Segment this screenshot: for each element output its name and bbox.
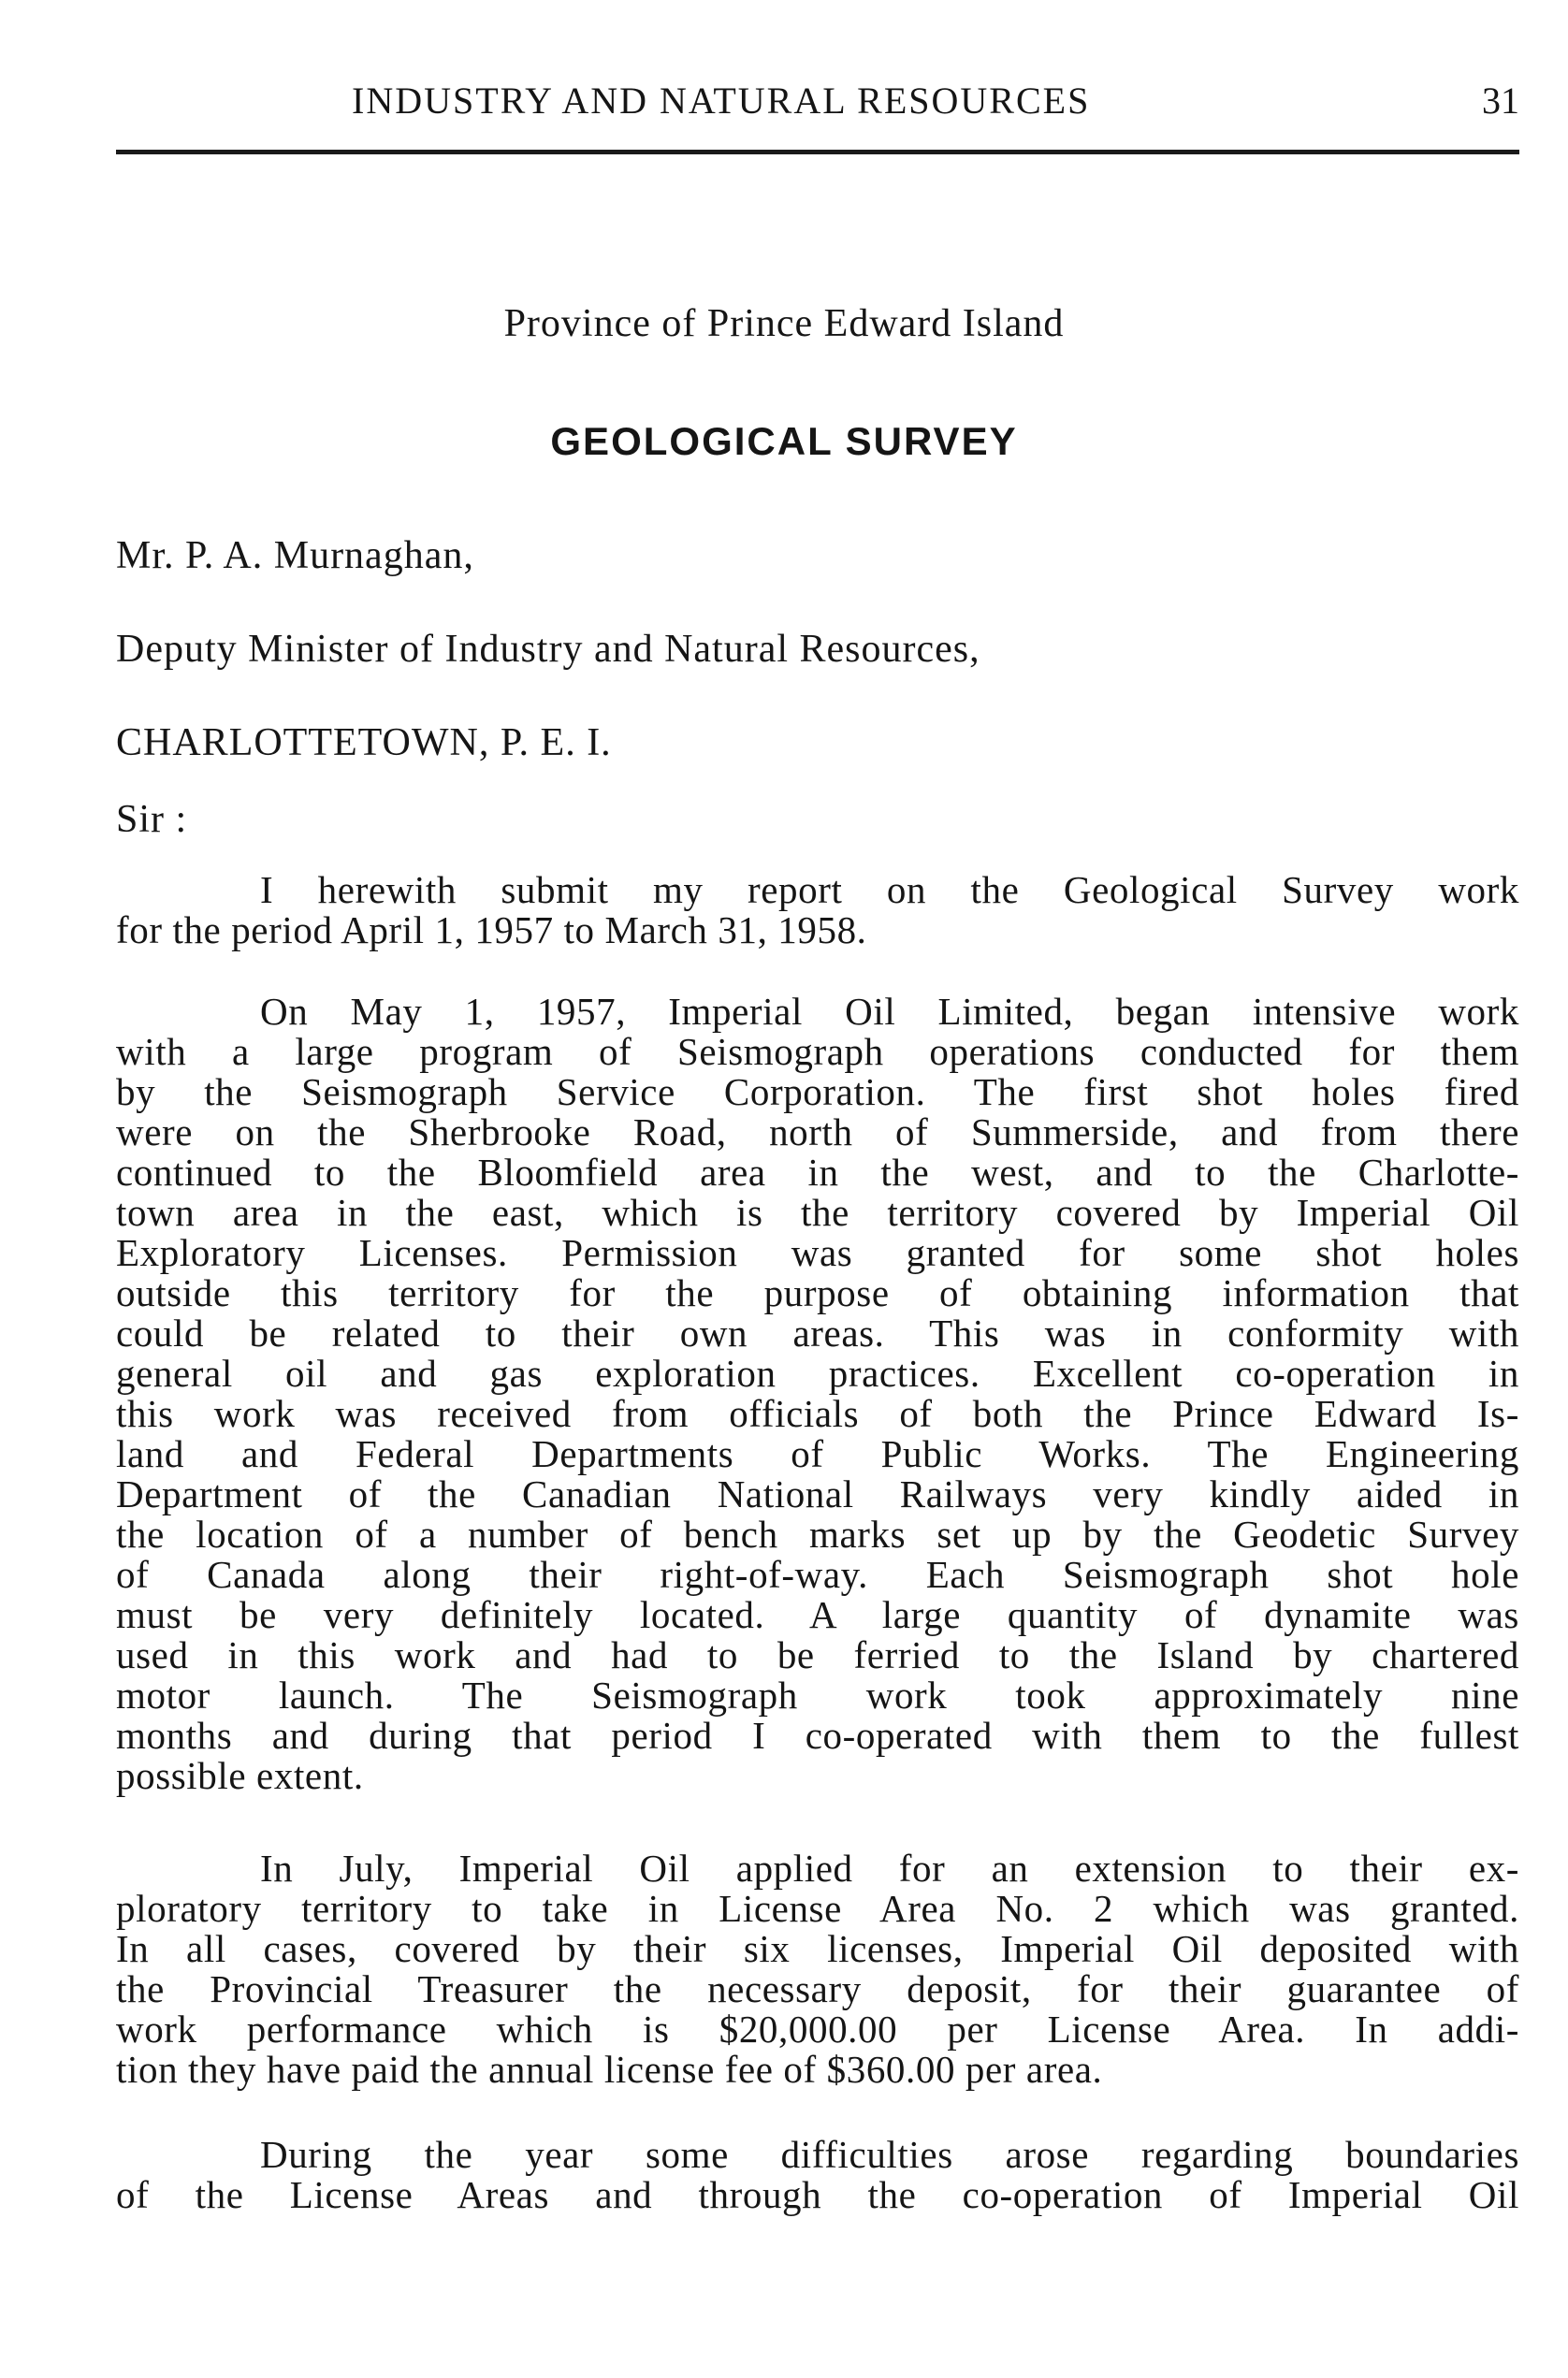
section-title: GEOLOGICAL SURVEY <box>550 419 1018 463</box>
text-line: this work was received from officials of both the Prince Edward Is- <box>116 1392 1519 1435</box>
salutation: Sir : <box>116 798 188 841</box>
text-line: outside this territory for the purpose of obtaining information that <box>116 1271 1519 1314</box>
addressee-city: CHARLOTTETOWN, P. E. I. <box>116 721 612 764</box>
text-line: continued to the Bloomfield area in the west, and to the Charlotte- <box>116 1151 1519 1194</box>
text-line: the location of a number of bench marks set up by the Geodetic Survey <box>116 1513 1519 1556</box>
text-line: for the period April 1, 1957 to March 31, 1958. <box>116 908 867 951</box>
text-line: were on the Sherbrooke Road, north of Summerside, and from there <box>116 1110 1519 1153</box>
paragraph-3 <box>116 1849 1519 2090</box>
text-line: general oil and gas exploration practices. Excellent co-operation in <box>116 1352 1519 1395</box>
text-line: motor launch. The Seismograph work took approximately nine <box>116 1674 1519 1717</box>
text-line: the Provincial Treasurer the necessary deposit, for their guarantee of <box>116 1967 1519 2010</box>
text-line: I herewith submit my report on the Geological Survey work <box>260 868 1519 911</box>
text-line: In all cases, covered by their six licenses, Imperial Oil deposited with <box>116 1927 1519 1970</box>
text-line: On May 1, 1957, Imperial Oil Limited, began intensive work <box>260 990 1519 1033</box>
header-rule <box>116 150 1519 154</box>
text-line: of the License Areas and through the co-operation of Imperial Oil <box>116 2173 1519 2216</box>
text-line: land and Federal Departments of Public Works. The Engineering <box>116 1432 1519 1475</box>
text-line: by the Seismograph Service Corporation. The first shot holes fired <box>116 1070 1519 1113</box>
text-line: work performance which is $20,000.00 per License Area. In addi- <box>116 2008 1519 2051</box>
text-line: During the year some difficulties arose regarding boundaries <box>260 2133 1519 2176</box>
text-line: used in this work and had to be ferried to the Island by chartered <box>116 1633 1519 1676</box>
text-line: ploratory territory to take in License Area No. 2 which was granted. <box>116 1887 1519 1930</box>
text-line: must be very definitely located. A large quantity of dynamite was <box>116 1593 1519 1636</box>
page-number: 31 <box>1482 80 1519 122</box>
text-line: could be related to their own areas. This was in conformity with <box>116 1312 1519 1355</box>
addressee-position: Deputy Minister of Industry and Natural Resources, <box>116 628 980 671</box>
text-line: Exploratory Licenses. Permission was granted for some shot holes <box>116 1231 1519 1274</box>
text-line: with a large program of Seismograph operations conducted for them <box>116 1030 1519 1073</box>
addressee-name: Mr. P. A. Murnaghan, <box>116 534 474 577</box>
text-line: tion they have paid the annual license fee of $360.00 per area. <box>116 2048 1103 2091</box>
text-line: Department of the Canadian National Railways very kindly aided in <box>116 1472 1519 1515</box>
paragraph-1 <box>116 870 1519 950</box>
running-title: INDUSTRY AND NATURAL RESOURCES <box>352 80 1091 122</box>
paragraph-4 <box>116 2135 1519 2215</box>
text-line: town area in the east, which is the territory covered by Imperial Oil <box>116 1191 1519 1234</box>
paragraph-2 <box>116 992 1519 1796</box>
text-line: months and during that period I co-operated with them to the fullest <box>116 1714 1519 1757</box>
text-line: of Canada along their right-of-way. Each Seismograph shot hole <box>116 1553 1519 1596</box>
text-line: possible extent. <box>116 1754 364 1797</box>
text-line: In July, Imperial Oil applied for an extension to their ex- <box>260 1847 1519 1890</box>
province-heading: Province of Prince Edward Island <box>503 302 1065 345</box>
running-head <box>116 79 1519 135</box>
